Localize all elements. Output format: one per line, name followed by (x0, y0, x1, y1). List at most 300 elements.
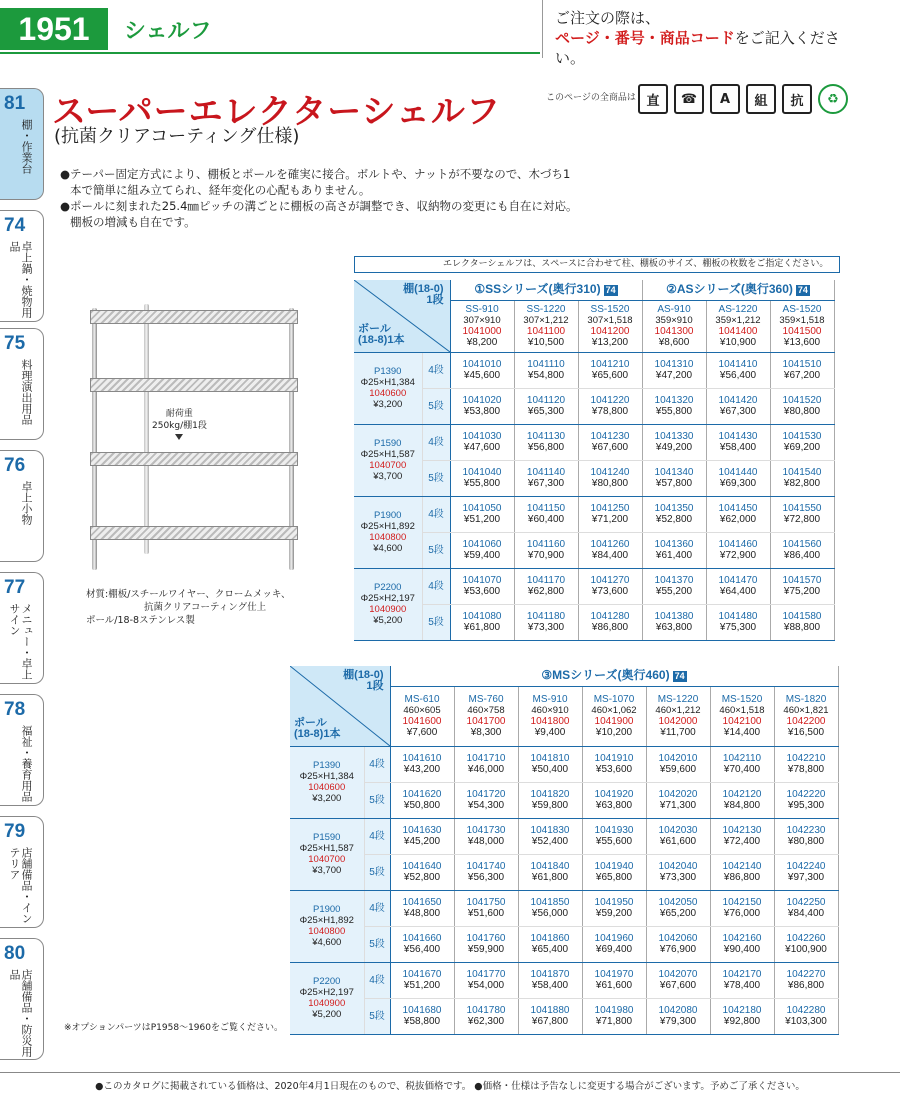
side-tab-number: 77 (4, 577, 26, 598)
shelf-dimension: 359×1,518 (779, 315, 825, 326)
series-label: ②ASシリーズ(奥行360) (666, 281, 793, 296)
price-cell (646, 818, 710, 854)
product-code: 1041830 (530, 825, 570, 836)
product-code: 1041680 (402, 1005, 442, 1016)
product-code: 1041460 (718, 539, 758, 550)
product-code: 1042210 (786, 753, 826, 764)
product-price: ¥61,800 (531, 872, 569, 883)
tier-cell: 4段 (364, 746, 390, 782)
product-price: ¥56,300 (467, 872, 505, 883)
price-cell (450, 532, 514, 568)
tier-cell: 5段 (364, 854, 390, 890)
product-code: 1041570 (782, 575, 822, 586)
shelf-code: 1041500 (782, 326, 822, 337)
product-price: ¥65,400 (531, 944, 569, 955)
pole-model: P1390 (374, 366, 402, 377)
table-row (290, 854, 838, 890)
price-cell (514, 604, 578, 640)
description (60, 166, 580, 230)
price-table-ms (290, 666, 839, 1035)
product-price: ¥90,400 (723, 944, 761, 955)
pole-price: ¥3,700 (373, 471, 403, 482)
price-cell (770, 460, 834, 496)
tier-cell: 4段 (364, 890, 390, 926)
price-cell (646, 998, 710, 1034)
product-code: 1041450 (718, 503, 758, 514)
product-price: ¥62,800 (527, 586, 565, 597)
price-cell (642, 496, 706, 532)
tier-cell: 5段 (364, 926, 390, 962)
pole-model: P1900 (313, 904, 341, 915)
price-cell (706, 604, 770, 640)
product-price: ¥84,400 (787, 908, 825, 919)
product-code: 1042270 (786, 969, 826, 980)
product-code: 1041350 (654, 503, 694, 514)
product-price: ¥67,300 (527, 478, 565, 489)
product-price: ¥61,600 (595, 980, 633, 991)
pole-dimension: Φ25×H1,587 (299, 843, 354, 854)
product-code: 1041340 (654, 467, 694, 478)
shelf-model: MS-610 (404, 694, 440, 705)
shelf-deck (90, 526, 298, 540)
price-table-ss-as (354, 280, 835, 641)
side-tab-80[interactable] (0, 938, 44, 1060)
series-header (642, 280, 834, 300)
product-code: 1041970 (594, 969, 634, 980)
product-price: ¥51,600 (467, 908, 505, 919)
shelf-code: 1041100 (526, 326, 566, 337)
pole-cell (290, 746, 364, 818)
product-price: ¥76,000 (723, 908, 761, 919)
product-price: ¥61,600 (659, 836, 697, 847)
price-cell (642, 604, 706, 640)
product-code: 1042010 (658, 753, 698, 764)
price-cell (642, 532, 706, 568)
price-cell (454, 818, 518, 854)
price-cell (774, 998, 838, 1034)
shelf-code: 1042000 (658, 716, 698, 727)
side-tab-81[interactable] (0, 88, 44, 200)
price-cell (454, 926, 518, 962)
shelf-price: ¥8,200 (466, 337, 498, 348)
tier-cell: 5段 (422, 460, 450, 496)
product-price: ¥60,400 (527, 514, 565, 525)
corner-pole-label: ボール (18-8)1本 (358, 322, 405, 346)
product-price: ¥79,300 (659, 1016, 697, 1027)
product-price: ¥63,800 (655, 622, 693, 633)
product-code: 1041220 (590, 395, 630, 406)
product-code: 1041510 (782, 359, 822, 370)
product-code: 1041170 (526, 575, 566, 586)
price-cell (390, 746, 454, 782)
product-price: ¥52,400 (531, 836, 569, 847)
table-corner (290, 666, 390, 746)
product-code: 1041980 (594, 1005, 634, 1016)
price-cell (578, 568, 642, 604)
shelf-header (710, 686, 774, 746)
shelf-model: MS-1070 (593, 694, 635, 705)
side-tab-label: 料理演出用品 (20, 359, 33, 425)
series-header (390, 666, 838, 686)
tier-cell: 4段 (364, 818, 390, 854)
shelf-dimension: 307×1,518 (587, 315, 633, 326)
product-code: 1041670 (402, 969, 442, 980)
tier-cell: 4段 (422, 496, 450, 532)
price-cell (774, 854, 838, 890)
notice-rest: をご記入ください。 (555, 29, 840, 67)
price-cell (770, 496, 834, 532)
price-cell (706, 388, 770, 424)
price-cell (774, 962, 838, 998)
product-price: ¥67,600 (659, 980, 697, 991)
product-price: ¥86,800 (723, 872, 761, 883)
product-price: ¥69,200 (783, 442, 821, 453)
tier-cell: 4段 (422, 424, 450, 460)
table-row (354, 604, 834, 640)
product-price: ¥80,800 (591, 478, 629, 489)
price-cell (770, 532, 834, 568)
price-cell (578, 532, 642, 568)
pole-price: ¥3,700 (312, 865, 342, 876)
product-price: ¥56,000 (531, 908, 569, 919)
product-price: ¥65,200 (659, 908, 697, 919)
product-price: ¥65,600 (591, 370, 629, 381)
pole-price: ¥3,200 (312, 793, 342, 804)
product-price: ¥86,800 (787, 980, 825, 991)
table-row (354, 496, 834, 532)
product-price: ¥84,400 (591, 550, 629, 561)
product-price: ¥47,600 (463, 442, 501, 453)
product-price: ¥62,300 (467, 1016, 505, 1027)
product-price: ¥76,900 (659, 944, 697, 955)
product-code: 1041710 (466, 753, 506, 764)
product-code: 1041370 (654, 575, 694, 586)
price-cell (710, 926, 774, 962)
product-code: 1041440 (718, 467, 758, 478)
product-code: 1041620 (402, 789, 442, 800)
shelf-dimension: 460×758 (467, 705, 505, 716)
price-cell (454, 998, 518, 1034)
price-cell (390, 926, 454, 962)
product-code: 1041760 (466, 933, 506, 944)
shelf-model: MS-1520 (721, 694, 763, 705)
product-code: 1041020 (462, 395, 502, 406)
shelf-dimension: 460×1,518 (719, 705, 765, 716)
price-cell (582, 926, 646, 962)
all-items-label: このページの全商品は (546, 93, 636, 103)
table-row (290, 962, 838, 998)
pole-price: ¥3,200 (373, 399, 403, 410)
price-cell (710, 854, 774, 890)
notice-highlight: ページ・番号・商品コード (555, 29, 735, 47)
table-row (354, 568, 834, 604)
product-code: 1042040 (658, 861, 698, 872)
product-code: 1041660 (402, 933, 442, 944)
page-number: 1951 (0, 8, 108, 50)
side-tab-label: 卓上鍋・焼物用品 (8, 241, 33, 318)
price-cell (578, 496, 642, 532)
price-cell (390, 818, 454, 854)
product-price: ¥72,400 (723, 836, 761, 847)
product-code: 1041530 (782, 431, 822, 442)
shelf-price: ¥10,200 (595, 727, 633, 738)
table-note: エレクターシェルフは、スペースに合わせて柱、棚板のサイズ、棚板の枚数をご指定ください。 (354, 256, 840, 273)
product-price: ¥61,400 (655, 550, 693, 561)
product-code: 1041950 (594, 897, 634, 908)
price-cell (582, 818, 646, 854)
price-cell (774, 746, 838, 782)
shelf-header (390, 686, 454, 746)
pole-price: ¥4,600 (373, 543, 403, 554)
product-code: 1041260 (590, 539, 630, 550)
material-line: 抗菌クリアコーティング仕上 (144, 602, 267, 613)
table-row (354, 460, 834, 496)
side-tab-79[interactable] (0, 816, 44, 928)
price-cell (518, 746, 582, 782)
product-price: ¥53,600 (463, 586, 501, 597)
pole-dimension: Φ25×H2,197 (299, 987, 354, 998)
product-code: 1042020 (658, 789, 698, 800)
product-price: ¥70,900 (527, 550, 565, 561)
product-code: 1041310 (654, 359, 694, 370)
product-code: 1041550 (782, 503, 822, 514)
product-price: ¥45,200 (403, 836, 441, 847)
shelf-price: ¥11,700 (660, 727, 696, 738)
side-tab-75[interactable] (0, 328, 44, 440)
price-cell (646, 746, 710, 782)
product-price: ¥58,800 (403, 1016, 441, 1027)
shelf-pole (144, 304, 149, 554)
shelf-dimension: 460×605 (403, 705, 441, 716)
shelf-deck (90, 452, 298, 466)
product-price: ¥75,300 (719, 622, 757, 633)
product-code: 1041140 (526, 467, 566, 478)
price-cell (390, 962, 454, 998)
price-cell (450, 568, 514, 604)
product-code: 1041070 (462, 575, 502, 586)
pole-model: P1590 (313, 832, 341, 843)
price-cell (646, 854, 710, 890)
price-cell (518, 998, 582, 1034)
product-code: 1041030 (462, 431, 502, 442)
side-tab-number: 75 (4, 333, 26, 354)
product-price: ¥55,600 (595, 836, 633, 847)
product-price: ¥73,300 (659, 872, 697, 883)
price-cell (710, 818, 774, 854)
product-price: ¥54,800 (527, 370, 565, 381)
shelf-dimension: 359×910 (655, 315, 693, 326)
price-cell (710, 962, 774, 998)
product-price: ¥67,300 (719, 406, 757, 417)
antibacterial-icon: 抗 (782, 84, 812, 114)
shelf-header (578, 300, 642, 352)
price-cell (582, 854, 646, 890)
pole-price: ¥5,200 (373, 615, 403, 626)
product-price: ¥97,300 (787, 872, 825, 883)
product-code: 1041730 (466, 825, 506, 836)
side-tab-number: 76 (4, 455, 26, 476)
pole-model: P1390 (313, 760, 341, 771)
product-price: ¥69,300 (719, 478, 757, 489)
pole-code: 1040600 (369, 388, 407, 399)
price-cell (642, 460, 706, 496)
product-code: 1041420 (718, 395, 758, 406)
price-cell (710, 890, 774, 926)
tier-cell: 4段 (364, 962, 390, 998)
product-price: ¥71,300 (659, 800, 697, 811)
pole-dimension: Φ25×H1,384 (299, 771, 354, 782)
side-tab-label: メニュー・卓上サイン (8, 603, 33, 680)
shelf-header (642, 300, 706, 352)
price-cell (578, 604, 642, 640)
category-title: シェルフ (124, 19, 212, 44)
product-code: 1041520 (782, 395, 822, 406)
product-price: ¥65,300 (527, 406, 565, 417)
tier-cell: 5段 (364, 998, 390, 1034)
product-code: 1041360 (654, 539, 694, 550)
product-code: 1041160 (526, 539, 566, 550)
product-code: 1041860 (530, 933, 570, 944)
fax-icon: ☎ (674, 84, 704, 114)
product-code: 1041410 (718, 359, 758, 370)
product-price: ¥49,200 (655, 442, 693, 453)
product-price: ¥67,600 (591, 442, 629, 453)
product-price: ¥58,400 (719, 442, 757, 453)
order-notice (542, 0, 842, 67)
material-line: ポール/18-8ステンレス製 (86, 615, 195, 626)
product-price: ¥103,300 (785, 1016, 827, 1027)
price-cell (770, 352, 834, 388)
price-cell (710, 746, 774, 782)
price-cell (582, 746, 646, 782)
shelf-deck (90, 378, 298, 392)
product-code: 1041780 (466, 1005, 506, 1016)
product-price: ¥51,200 (403, 980, 441, 991)
price-cell (514, 532, 578, 568)
price-cell (450, 388, 514, 424)
table-row (354, 532, 834, 568)
product-price: ¥80,800 (783, 406, 821, 417)
product-price: ¥54,000 (467, 980, 505, 991)
table-row (290, 746, 838, 782)
price-cell (578, 460, 642, 496)
product-code: 1042160 (722, 933, 762, 944)
material-spec (86, 588, 290, 627)
side-tab-74[interactable] (0, 210, 44, 322)
product-code: 1041650 (402, 897, 442, 908)
footer-note: ●このカタログに掲載されている価格は、2020年4月1日現在のもので、税抜価格です。 ●価格・仕様は予告なしに変更する場合がございます。予めご了承ください。 (0, 1072, 900, 1092)
price-cell (774, 890, 838, 926)
product-code: 1041470 (718, 575, 758, 586)
price-cell (582, 998, 646, 1034)
shelf-code: 1041600 (402, 716, 442, 727)
product-code: 1042250 (786, 897, 826, 908)
product-code: 1041810 (530, 753, 570, 764)
product-price: ¥47,200 (655, 370, 693, 381)
corner-shelf-label: 棚(18-0) 1段 (403, 283, 444, 306)
price-cell (390, 998, 454, 1034)
table-row (354, 388, 834, 424)
header-rule (0, 52, 540, 54)
price-cell (518, 890, 582, 926)
product-code: 1041180 (526, 611, 566, 622)
price-cell (514, 388, 578, 424)
product-code: 1042240 (786, 861, 826, 872)
price-cell (390, 782, 454, 818)
shelf-code: 1042200 (786, 716, 826, 727)
product-code: 1041380 (654, 611, 694, 622)
shelf-dimension: 460×1,821 (783, 705, 829, 716)
price-cell (518, 782, 582, 818)
price-cell (518, 854, 582, 890)
product-price: ¥50,800 (403, 800, 441, 811)
product-code: 1042230 (786, 825, 826, 836)
price-cell (582, 782, 646, 818)
product-price: ¥64,400 (719, 586, 757, 597)
pole-cell (290, 818, 364, 890)
tier-cell: 5段 (422, 388, 450, 424)
product-code: 1041870 (530, 969, 570, 980)
product-price: ¥78,800 (591, 406, 629, 417)
price-cell (514, 352, 578, 388)
product-code: 1041630 (402, 825, 442, 836)
table-row (354, 352, 834, 388)
product-price: ¥43,200 (403, 764, 441, 775)
shelf-price: ¥7,600 (406, 727, 438, 738)
price-cell (706, 352, 770, 388)
shelf-code: 1041200 (590, 326, 630, 337)
table-row (290, 926, 838, 962)
option-note: ※オプションパーツはP1958〜1960をご覧ください。 (64, 1023, 283, 1033)
shelf-model: MS-1820 (785, 694, 827, 705)
product-code: 1042140 (722, 861, 762, 872)
product-price: ¥70,400 (723, 764, 761, 775)
side-tab-78[interactable] (0, 694, 44, 806)
material-line: 材質:棚板/スチールワイヤー、クロームメッキ、 (86, 589, 291, 600)
notice-line1: ご注文の際は、 (555, 9, 661, 27)
side-tab-77[interactable] (0, 572, 44, 684)
table-row (290, 890, 838, 926)
product-code: 1041820 (530, 789, 570, 800)
pole-code: 1040900 (369, 604, 407, 615)
product-code: 1042080 (658, 1005, 698, 1016)
product-code: 1042060 (658, 933, 698, 944)
shelf-header (454, 686, 518, 746)
price-cell (642, 568, 706, 604)
side-tab-76[interactable] (0, 450, 44, 562)
price-cell (514, 568, 578, 604)
price-cell (450, 604, 514, 640)
price-cell (774, 926, 838, 962)
price-cell (710, 782, 774, 818)
price-cell (390, 890, 454, 926)
product-code: 1042260 (786, 933, 826, 944)
product-price: ¥100,900 (785, 944, 827, 955)
shelf-price: ¥10,500 (527, 337, 565, 348)
pole-code: 1040800 (308, 926, 346, 937)
shelf-price: ¥13,600 (783, 337, 821, 348)
price-cell (582, 962, 646, 998)
series-header (450, 280, 642, 300)
series-label: ①SSシリーズ(奥行310) (474, 281, 601, 296)
product-price: ¥88,800 (783, 622, 821, 633)
product-price: ¥67,200 (783, 370, 821, 381)
shelf-model: SS-1520 (590, 304, 630, 315)
product-price: ¥69,400 (595, 944, 633, 955)
shelf-price: ¥10,900 (719, 337, 757, 348)
pole-model: P2200 (313, 976, 341, 987)
table-corner (354, 280, 450, 352)
